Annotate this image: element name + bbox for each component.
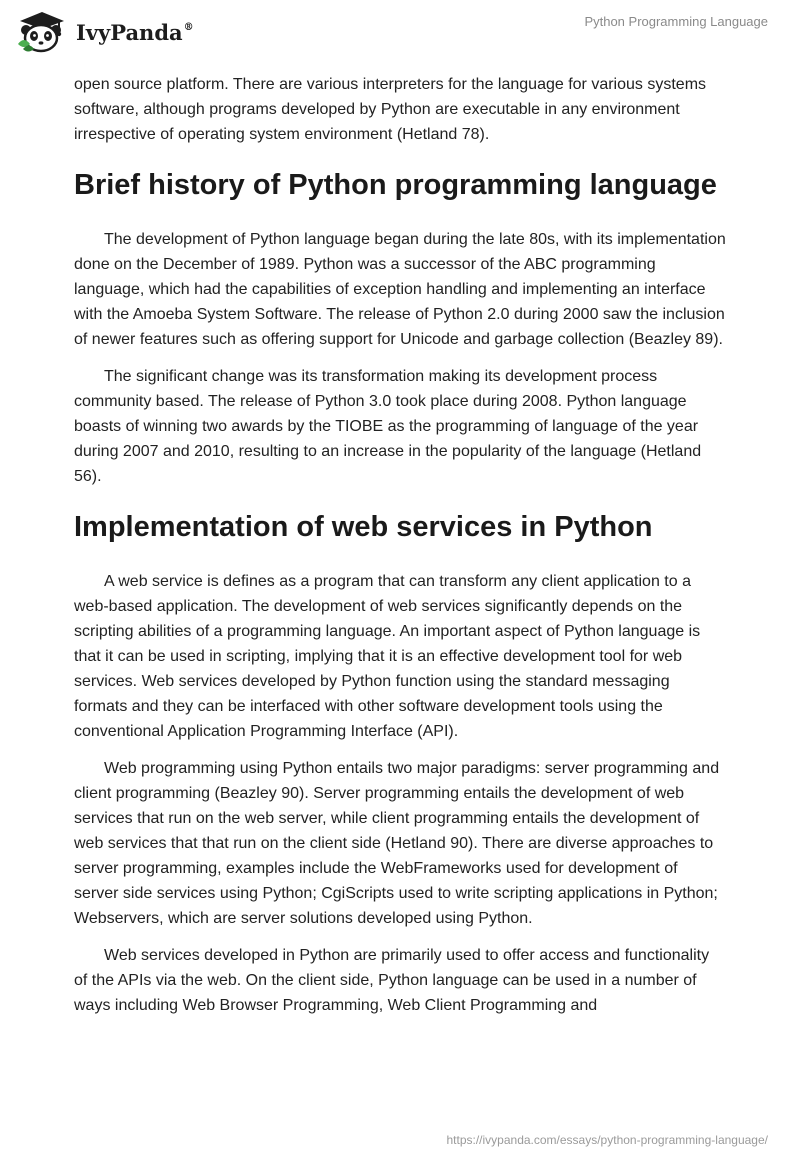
panda-icon — [14, 8, 72, 54]
document-title: Python Programming Language — [584, 14, 768, 29]
intro-paragraph: open source platform. There are various interpreters for the language for various systems software, although programs developed by Python are executable in any environment irrespective of operating system environment (Hetland 78). — [74, 76, 707, 143]
web-services-paragraph-3: Web services developed in Python are primarily used to offer access and functionality of the APIs via the web. On the client side, Python language can be used in a number of ways including Web Browser Programming, Web Client Programming and — [74, 947, 710, 1014]
source-url-link[interactable]: https://ivypanda.com/essays/python-programming-language/ — [446, 1133, 768, 1147]
page-header — [0, 0, 800, 70]
history-paragraph-1: The development of Python language began during the late 80s, with its implementation done on the December of 1989. Python was a successor of the ABC programming language, which had the capabilities of exception handling and implementing an interface with the Amoeba System Software. The release of Python 2.0 during 2000 saw the inclusion of newer features such as offering support for Unicode and garbage collection (Beazley 89). — [74, 231, 726, 348]
section-heading-web-services: Implementation of web services in Python — [74, 511, 653, 543]
registered-mark: ® — [183, 22, 194, 33]
web-services-paragraph-1: A web service is defines as a program that can transform any client application to a web-based application. The development of web services significantly depends on the scripting abilities of a programming language. An important aspect of Python language is that it can be used in scripting, implying that it is an effective development tool for web services. Web services developed by Python function using the standard messaging formats and they can be interfaced with other software development tools using the conventional Application Programming Interface (API). — [74, 573, 701, 740]
article-body — [74, 72, 726, 1030]
web-services-paragraph-2: Web programming using Python entails two major paradigms: server programming and client programming (Beazley 90). Server programming entails the development of web services that run on the web server, while client programming entails the development of web services that that run on the client side (Hetland 90). There are diverse approaches to server programming, examples include the WebFrameworks used for development of server side services using Python; CgiScripts used to write scripting applications in Python; Webservers, which are server solutions developed using Python. — [74, 760, 720, 927]
history-paragraph-2: The significant change was its transformation making its development process community based. The release of Python 3.0 took place during 2008. Python language boasts of winning two awards by the TIOBE as the programming of language of the year during 2007 and 2010, resulting to an increase in the popularity of the language (Hetland 56). — [74, 368, 702, 485]
ivypanda-logo[interactable] — [14, 8, 194, 58]
section-heading-history: Brief history of Python programming language — [74, 169, 717, 201]
brand-name — [76, 20, 194, 45]
brand-text: IvyPanda — [76, 20, 183, 45]
